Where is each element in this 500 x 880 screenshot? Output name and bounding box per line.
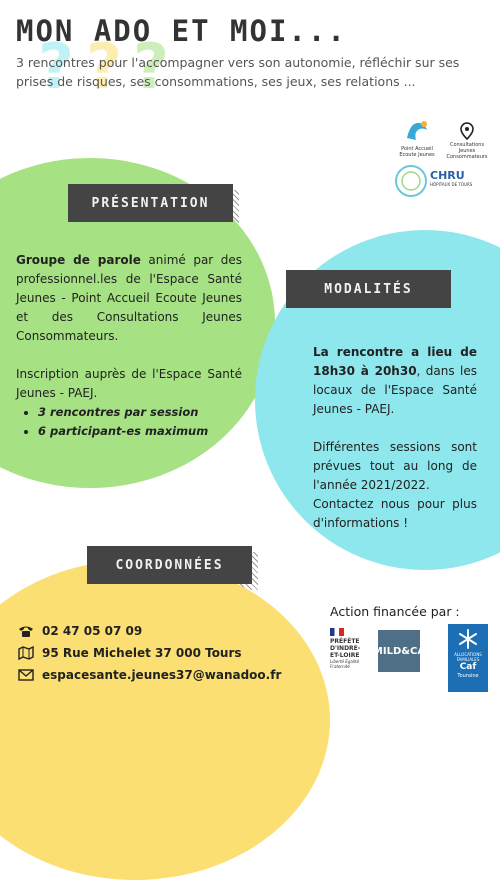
list-item: • 3 rencontres par session <box>38 403 242 422</box>
yellow-circle-decoration <box>0 560 330 880</box>
address-row <box>18 642 281 664</box>
list-item: • 6 participant-es maximum <box>38 422 242 441</box>
partner-logos <box>390 118 490 203</box>
envelope-icon <box>18 668 34 682</box>
modalites-banner: MODALITÉS <box>286 270 451 308</box>
presentation-banner: PRÉSENTATION <box>68 184 233 222</box>
question-mark-icon: ? <box>86 30 122 103</box>
map-icon <box>18 646 34 660</box>
mildeca-logo: MILD&CA <box>378 630 420 672</box>
page-subtitle: 3 rencontres pour l'accompagner vers son autonomie, réfléchir sur ses prises de risques, ses consommations, ses jeux, ses relations ... <box>16 55 460 89</box>
prefecture-logo: PRÉFÈTE D'INDRE- ET-LOIRE Liberté Égalité Fraternité <box>330 628 370 669</box>
phone-icon <box>18 624 34 638</box>
round-partner-logo <box>394 164 428 198</box>
presentation-bullets <box>16 403 242 441</box>
question-mark-icon: ? <box>38 30 74 103</box>
snowflake-icon <box>456 628 480 650</box>
presentation-text: Groupe de parole animé par des professionnel.les de l'Espace Santé Jeunes - Point Accueil Ecoute Jeunes et des Consultations Jeunes Consommateurs. Inscription auprès de l'Espace Santé Jeunes - PAEJ. • 3 rencontres par session • 6 participant-es maximum <box>16 251 242 441</box>
funder-logos <box>330 624 500 694</box>
hand-icon <box>402 118 432 144</box>
address-text: 95 Rue Michelet 37 000 Tours <box>42 646 242 660</box>
email-address[interactable]: espacesante.jeunes37@wanadoo.fr <box>42 668 282 682</box>
flag-icon <box>330 628 344 636</box>
question-mark-icon: ? <box>133 30 169 103</box>
coordonnees-banner: COORDONNÉES <box>87 546 252 584</box>
page-title: MON ADO ET MOI... <box>16 14 347 48</box>
cjc-logo: Consultations Jeunes Consommateurs <box>446 122 488 160</box>
espace-sante-jeunes-logo: Point Accueil Ecoute Jeunes <box>392 118 442 158</box>
chru-logo: CHRU HÔPITAUX DE TOURS <box>430 169 473 187</box>
phone-row[interactable] <box>18 620 281 642</box>
contact-details <box>18 620 281 686</box>
email-row[interactable] <box>18 664 281 686</box>
location-pin-icon <box>459 122 475 140</box>
funding-label: Action financée par : <box>330 604 460 619</box>
phone-number[interactable]: 02 47 05 07 09 <box>42 624 143 638</box>
modalites-text: La rencontre a lieu de 18h30 à 20h30, dans les locaux de l'Espace Santé Jeunes - PAEJ. Différentes sessions sont prévues tout au long de l'année 2021/2022. Contactez nous pour plus d'informations ! <box>313 345 477 530</box>
caf-logo: ALLOCATIONS FAMILIALES Caf Touraine <box>448 624 488 692</box>
